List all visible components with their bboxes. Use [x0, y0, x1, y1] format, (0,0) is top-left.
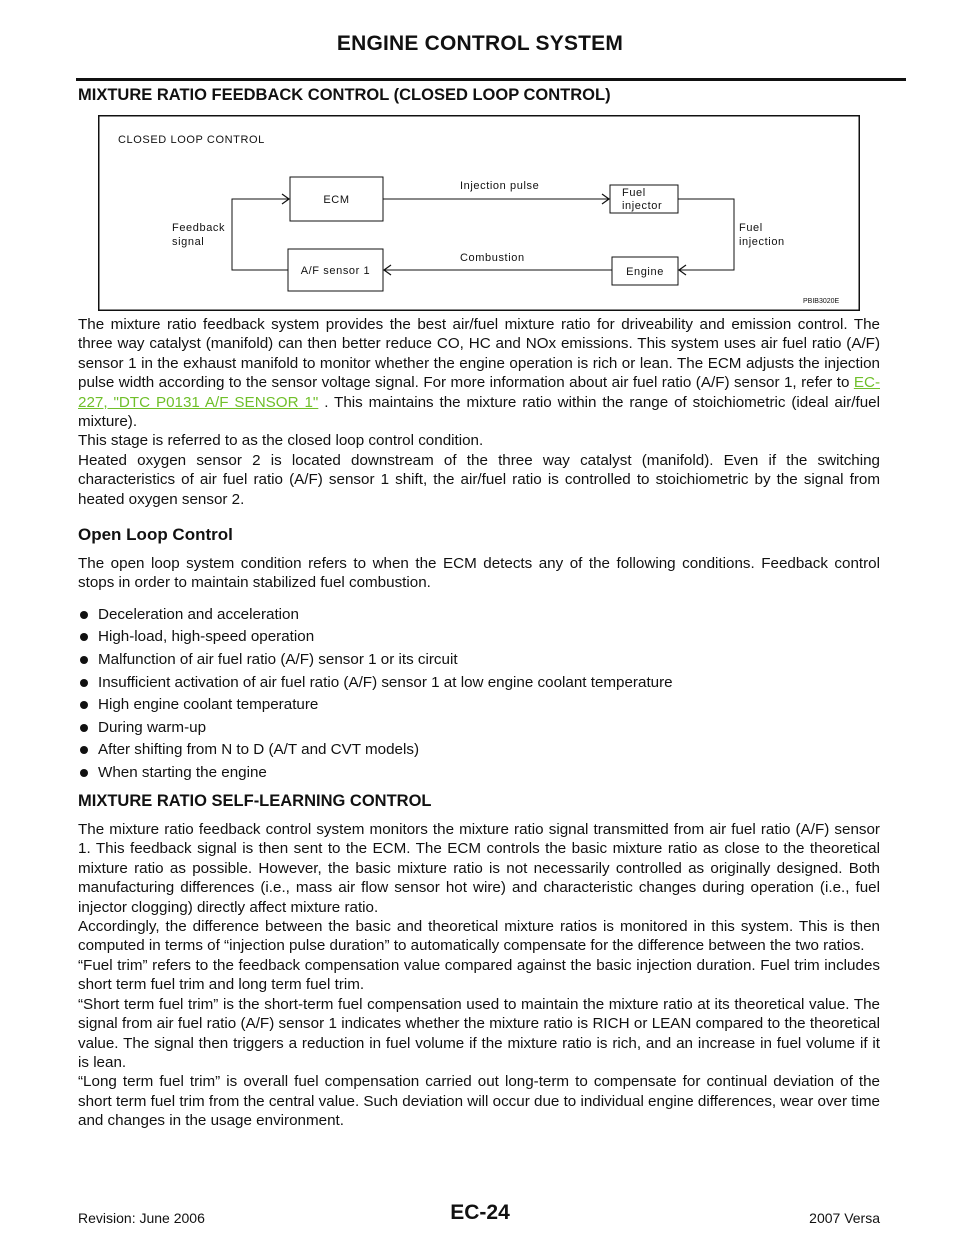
section-title-self-learning: MIXTURE RATIO SELF-LEARNING CONTROL	[78, 792, 432, 811]
ref-link-dtc-p0131[interactable]: EC-227, "DTC P0131 A/F SENSOR 1"	[78, 374, 880, 411]
footer-model: 2007 Versa	[809, 1210, 880, 1226]
fuel-injector-label-line2: injector	[622, 200, 663, 212]
list-item	[78, 740, 880, 759]
list-item	[78, 627, 880, 646]
af-sensor-label: A/F sensor 1	[300, 265, 371, 277]
fuel-injection-label-line1: Fuel	[739, 222, 763, 234]
feedback-label-line2: signal	[172, 236, 205, 248]
fuel-injection-loop-line	[678, 199, 734, 270]
closed-loop-diagram	[98, 115, 860, 311]
diagram-title: CLOSED LOOP CONTROL	[118, 134, 265, 146]
list-item-text: High engine coolant temperature	[98, 696, 319, 714]
closed-loop-paragraph-1	[78, 315, 880, 431]
list-item	[78, 605, 880, 624]
bullet-icon	[80, 769, 88, 777]
closed-loop-paragraph-3: Heated oxygen sensor 2 is located downstream of the three way catalyst (manifold). Even if the switching characteristics of air fuel ratio (A/F) sensor 1 shift, the air/fuel ratio is controlled to stoichiometric by the signal from heated oxygen sensor 2.	[78, 451, 880, 508]
page-header-title: ENGINE CONTROL SYSTEM	[336, 32, 624, 55]
bullet-icon	[80, 656, 88, 664]
list-item	[78, 718, 880, 737]
feedback-label-line1: Feedback	[172, 222, 226, 234]
bullet-icon	[80, 746, 88, 754]
list-item	[78, 763, 880, 782]
self-learning-paragraph-2: Accordingly, the difference between the basic and theoretical mixture ratios is monitored in this system. This is then computed in terms of “injection pulse duration” to automatically compensate for the difference between the two ratios.	[78, 918, 880, 955]
fuel-injector-label-line1: Fuel	[622, 187, 646, 199]
combustion-label: Combustion	[460, 252, 525, 264]
list-item-text: Deceleration and acceleration	[98, 605, 299, 623]
self-learning-paragraph-1: The mixture ratio feedback control system monitors the mixture ratio signal transmitted from air fuel ratio (A/F) sensor 1. This feedback signal is then sent to the ECM. The ECM controls the basic mixture ratio as close to the theoretical mixture ratio as possible. However, the basic mixture ratio is not necessarily controlled as originally designed. Both manufacturing differences (i.e., mass air flow sensor hot wire) and characteristic changes during operation (i.e., fuel injector clogging) directly affect mixture ratio.	[78, 821, 880, 916]
closed-loop-paragraph-2: This stage is referred to as the closed loop control condition.	[78, 432, 484, 450]
self-learning-paragraph-3: “Fuel trim” refers to the feedback compensation value compared against the basic injection duration. Fuel trim includes short term fuel trim and long term fuel trim.	[78, 956, 880, 994]
bullet-icon	[80, 679, 88, 687]
bullet-icon	[80, 633, 88, 641]
self-learning-paragraph-4: “Short term fuel trim” is the short-term fuel compensation used to maintain the mixture ratio at its theoretical value. The signal from air fuel ratio (A/F) sensor 1 indicates whether the mixture ratio is RICH or LEAN compared to the theoretical value. The signal then triggers a reduction in fuel volume if the mixture ratio is rich, and an increase in fuel volume if it is lean.	[78, 995, 880, 1071]
self-learning-paragraph-5: “Long term fuel trim” is overall fuel compensation carried out long-term to compensate for continual deviation of the short term fuel trim from the central value. Such deviation will occur due to individual engine differences, wear over time and changes in the usage environment.	[78, 1073, 880, 1130]
figure-code: PBIB3020E	[803, 298, 840, 305]
open-loop-intro: The open loop system condition refers to when the ECM detects any of the following conditions. Feedback control stops in order to maintain stabilized fuel combustion.	[78, 555, 880, 592]
paragraph-text: The mixture ratio feedback system provides the best air/fuel mixture ratio for driveability and emission control. The three way catalyst (manifold) can then better reduce CO, HC and NOx emissions. This system uses air fuel ratio (A/F) sensor 1 in the exhaust manifold to monitor whether the engine operation is rich or lean. The ECM adjusts the injection pulse width according to the sensor voltage signal. For more information about air fuel ratio (A/F) sensor 1, refer to	[78, 316, 880, 392]
list-item-text: After shifting from N to D (A/T and CVT models)	[98, 741, 420, 759]
list-item	[78, 650, 880, 669]
list-item-text: During warm-up	[98, 718, 207, 736]
ecm-label: ECM	[323, 194, 350, 206]
injection-pulse-label: Injection pulse	[460, 180, 540, 192]
bullet-icon	[80, 724, 88, 732]
list-item-text: Insufficient activation of air fuel ratio (A/F) sensor 1 at low engine coolant temperature	[98, 673, 673, 691]
section-title-closed-loop: MIXTURE RATIO FEEDBACK CONTROL (CLOSED LOOP CONTROL)	[78, 86, 611, 104]
feedback-loop-line	[232, 199, 288, 270]
paragraph-text: . This maintains the mixture ratio within the range of stoichiometric (ideal air/fuel mixture).	[78, 393, 880, 431]
header-divider	[76, 78, 906, 81]
bullet-icon	[80, 701, 88, 709]
page-content	[78, 86, 880, 1131]
list-item	[78, 695, 880, 714]
section-title-open-loop: Open Loop Control	[78, 525, 233, 545]
footer-page-number: EC-24	[450, 1201, 510, 1224]
list-item-text: High-load, high-speed operation	[98, 628, 315, 646]
fuel-injection-label-line2: injection	[739, 236, 785, 248]
closed-loop-diagram-svg	[98, 115, 860, 311]
list-item-text: Malfunction of air fuel ratio (A/F) sensor 1 or its circuit	[98, 651, 458, 669]
footer-revision: Revision: June 2006	[78, 1210, 205, 1226]
open-loop-conditions-list	[78, 605, 880, 782]
list-item	[78, 673, 880, 692]
bullet-icon	[80, 611, 88, 619]
engine-label: Engine	[626, 266, 664, 278]
list-item-text: When starting the engine	[98, 764, 267, 782]
